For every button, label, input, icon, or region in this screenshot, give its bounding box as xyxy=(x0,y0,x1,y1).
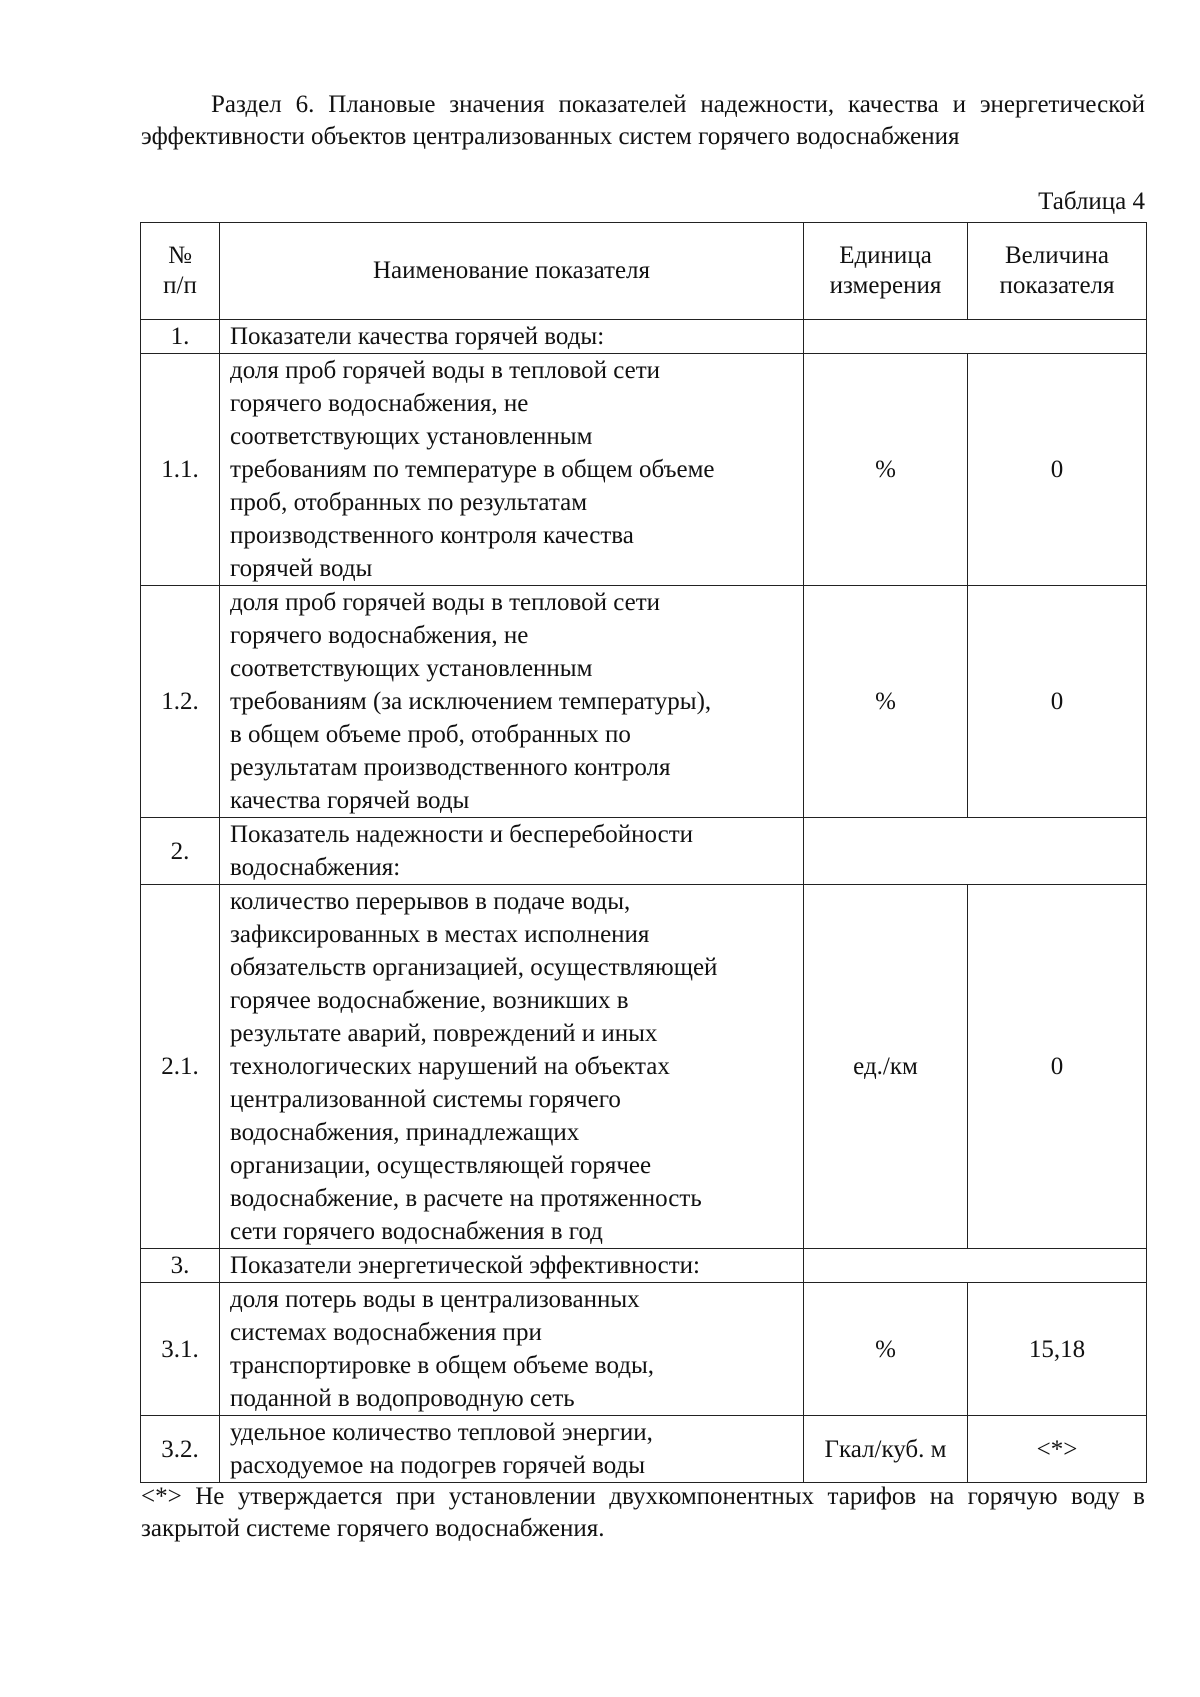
row-unit: % xyxy=(804,354,968,586)
header-value: Величина показателя xyxy=(968,223,1147,320)
row-value: <*> xyxy=(968,1416,1147,1483)
table-row xyxy=(141,885,1147,1249)
row-unit: % xyxy=(804,1283,968,1416)
row-num: 1.1. xyxy=(141,354,220,586)
row-value: 0 xyxy=(968,354,1147,586)
row-unit: ед./км xyxy=(804,885,968,1249)
row-value: 15,18 xyxy=(968,1283,1147,1416)
footnote: <*> Не утверждается при установлении двухкомпонентных тарифов на горячую воду в закрытой системе горячего водоснабжения. xyxy=(141,1483,1145,1542)
row-num: 3.1. xyxy=(141,1283,220,1416)
row-num: 1. xyxy=(141,320,220,354)
table-row xyxy=(141,1249,1147,1283)
table-row xyxy=(141,320,1147,354)
header-unit: Единица измерения xyxy=(804,223,968,320)
row-num: 2.1. xyxy=(141,885,220,1249)
row-name: Показатели энергетической эффективности: xyxy=(220,1249,804,1283)
row-empty xyxy=(804,320,1147,354)
indicators-table xyxy=(140,222,1147,1483)
table-row xyxy=(141,818,1147,885)
row-name: Показатель надежности и бесперебойности водоснабжения: xyxy=(220,818,804,885)
header-num: № п/п xyxy=(141,223,220,320)
table-header-row xyxy=(141,223,1147,320)
table-row xyxy=(141,586,1147,818)
row-name: доля проб горячей воды в тепловой сети горячего водоснабжения, не соответствующих установленным требованиям по температуре в общем объеме проб, отобранных по результатам производственного контроля качества горячей воды xyxy=(220,354,804,586)
row-num: 3.2. xyxy=(141,1416,220,1483)
table-row xyxy=(141,1416,1147,1483)
row-value: 0 xyxy=(968,586,1147,818)
row-unit: % xyxy=(804,586,968,818)
row-name: количество перерывов в подаче воды, зафиксированных в местах исполнения обязательств организацией, осуществляющей горячее водоснабжение, возникших в результате аварий, повреждений и иных технологических нарушений на объектах централизованной системы горячего водоснабжения, принадлежащих организации, осуществляющей горячее водоснабжение, в расчете на протяженность сети горячего водоснабжения в год xyxy=(220,885,804,1249)
row-empty xyxy=(804,818,1147,885)
row-value: 0 xyxy=(968,885,1147,1249)
table-row xyxy=(141,1283,1147,1416)
row-name: доля потерь воды в централизованных системах водоснабжения при транспортировке в общем объеме воды, поданной в водопроводную сеть xyxy=(220,1283,804,1416)
table-label: Таблица 4 xyxy=(1038,188,1145,215)
row-empty xyxy=(804,1249,1147,1283)
section-heading: Раздел 6. Плановые значения показателей надежности, качества и энергетической эффективности объектов централизованных систем горячего водоснабжения xyxy=(141,91,1145,150)
row-num: 2. xyxy=(141,818,220,885)
row-num: 3. xyxy=(141,1249,220,1283)
row-name: Показатели качества горячей воды: xyxy=(220,320,804,354)
row-name: удельное количество тепловой энергии, расходуемое на подогрев горячей воды xyxy=(220,1416,804,1483)
row-name: доля проб горячей воды в тепловой сети горячего водоснабжения, не соответствующих установленным требованиям (за исключением температуры), в общем объеме проб, отобранных по результатам производственного контроля качества горячей воды xyxy=(220,586,804,818)
row-unit: Гкал/куб. м xyxy=(804,1416,968,1483)
table-row xyxy=(141,354,1147,586)
header-name: Наименование показателя xyxy=(220,223,804,320)
row-num: 1.2. xyxy=(141,586,220,818)
